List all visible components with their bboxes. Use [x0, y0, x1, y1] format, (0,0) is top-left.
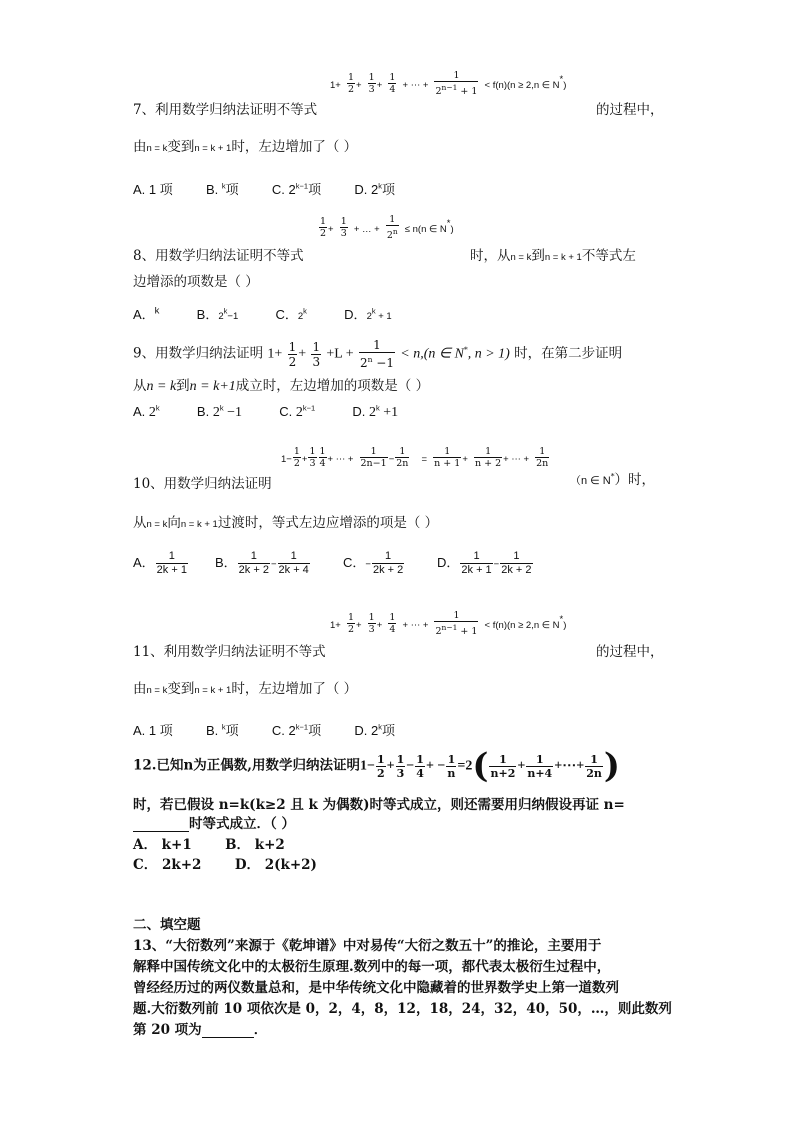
q11-option-d[interactable]: D. 2$^k$项: [354, 722, 395, 738]
q12-option-a[interactable]: A． k+1: [133, 837, 192, 853]
section-heading: 二、填空题: [133, 917, 201, 933]
q7-stem: 7、利用数学归纳法证明不等式: [133, 102, 318, 118]
q9-option-b[interactable]: B. $2^k -1$: [196, 404, 242, 421]
q8-formula: $\frac{1}{2}$ + $\frac{1}{3}$ + … + $\frac{1}{2^n}$ ≤ n(n ∈ N*): [320, 214, 454, 242]
q8-option-a[interactable]: A．$^k$: [133, 305, 160, 322]
q13-line5: 第 20 项为 ．: [133, 1022, 268, 1038]
q8-line2: 边增添的项数是（ ）: [133, 274, 259, 290]
q12-blank[interactable]: [133, 819, 189, 832]
q8-option-c[interactable]: C．2$^k$: [275, 306, 307, 322]
q12-line1: 12.已知n为正偶数,用数学归纳法证明1− $\frac{1}{2}$ + $\frac{1}{3}$ − $\frac{1}{4}$ + − $\frac{1}{n}$ =2( $\frac{1}{n+2}$ + $\frac{1}{n+4}$ +⋯+ $\frac{1}{2n}$ ): [133, 746, 620, 786]
q11-formula: 1+ $\frac{1}{2}$ + $\frac{1}{3}$ + $\frac{1}{4}$ + ⋯ + $\frac{1}{2^{n-1} + 1}$ < f(n)(n ≥ 2,n ∈ N*): [330, 610, 567, 638]
q12-option-d[interactable]: D． 2(k+2): [234, 857, 317, 873]
q12-option-b[interactable]: B． k+2: [225, 837, 285, 853]
q11-option-c[interactable]: C. $2^{k-1}$项: [271, 722, 322, 738]
q10-cond: （n ∈ N*）时，: [570, 471, 656, 488]
q9-options: [133, 404, 398, 421]
q13-line1: 13、“大衍数列”来源于《乾坤谱》中对易传“大衍之数五十”的推论，主要用于: [133, 938, 602, 954]
q7-options: [133, 179, 395, 198]
q7-stem-tail: 的过程中，: [596, 102, 664, 118]
q10-line2: 从n = k向n = k + 1过渡时，等式左边应增添的项是（ ）: [133, 515, 439, 531]
q7-option-a[interactable]: A. 1 项: [133, 182, 173, 197]
q8-options: [133, 304, 392, 323]
q11-options: [133, 720, 395, 739]
q10-stem: 10、用数学归纳法证明: [133, 476, 272, 492]
q7-option-b[interactable]: B. $^k$项: [206, 181, 239, 197]
q8-stem: 8、用数学归纳法证明不等式: [133, 248, 304, 264]
q11-option-a[interactable]: A. 1 项: [133, 723, 173, 738]
q12-options-row2: [133, 853, 317, 873]
q13-line3: 曾经经历过的两仪数量总和，是中华传统文化中隐藏着的世界数学史上第一道数列: [133, 980, 619, 996]
q10-option-b[interactable]: B． $\frac{1}{2k + 2}$ − $\frac{1}{2k + 4}$: [215, 550, 309, 576]
q9-option-d[interactable]: D. $2^k +1$: [352, 404, 399, 421]
q9-line1: 9、用数学归纳法证明 1+ $\frac{1}{2}$ + $\frac{1}{3}$ +L + $\frac{1}{2^n -1}$ < n,(n ∈ N*, n > 1) 时，在第二步证明: [133, 338, 623, 370]
q8-stem-tail: 时，从n = k到n = k + 1不等式左: [470, 248, 636, 264]
q7-line2: 由n = k变到n = k + 1时，左边增加了（ ）: [133, 139, 358, 155]
q7-option-c[interactable]: C. $2^{k-1}$项: [271, 181, 322, 197]
q12-options-row1: [133, 833, 285, 853]
q13-line2: 解释中国传统文化中的太极衍生原理.数列中的每一项，都代表太极衍生过程中，: [133, 959, 611, 975]
q11-stem-tail: 的过程中，: [596, 644, 664, 660]
q8-option-b[interactable]: B．$2^k-1$: [196, 306, 239, 322]
q7-option-d[interactable]: D. 2$^k$项: [354, 181, 395, 197]
q12-option-c[interactable]: C． 2k+2: [133, 857, 202, 873]
q10-option-c[interactable]: C．− $\frac{1}{2k + 2}$: [343, 550, 404, 576]
q11-option-b[interactable]: B. $^k$项: [206, 722, 239, 738]
q9-line2: 从n = k到n = k+1成立时，左边增加的项数是（ ）: [133, 378, 430, 394]
q10-option-a[interactable]: A． $\frac{1}{2k + 1}$: [133, 550, 187, 576]
q12-line2: 时，若已假设 n=k(k≥2 且 k 为偶数)时等式成立，则还需要用归纳假设再证 n=: [133, 797, 625, 813]
q9-option-c[interactable]: C. $2^{k-1}$: [279, 404, 316, 421]
q11-line2: 由n = k变到n = k + 1时，左边增加了（ ）: [133, 681, 358, 697]
q9-option-a[interactable]: A. 2$^k$: [133, 404, 160, 421]
q11-stem: 11、利用数学归纳法证明不等式: [133, 644, 326, 660]
q13-blank[interactable]: [202, 1025, 254, 1038]
q10-formula: 1− $\frac{1}{2}$ + $\frac{1}{3}$ $\frac{1}{4}$ + ⋯ + $\frac{1}{2n-1}$ − $\frac{1}{2n}$ = $\frac{1}{n + 1}$ + $\frac{1}{n + 2}$ + ⋯ + $\frac{1}{2n}$: [281, 446, 549, 469]
q7-formula: 1+ $\frac{1}{2}$ + $\frac{1}{3}$ + $\frac{1}{4}$ + ⋯ + $\frac{1}{2^{n-1} + 1}$ < f(n)(n ≥ 2,n ∈ N*): [330, 70, 567, 98]
q8-option-d[interactable]: D．$2^k + 1$: [344, 306, 392, 322]
q12-line3: 时等式成立．（ ）: [133, 812, 295, 832]
q10-option-d[interactable]: D． $\frac{1}{2k + 1}$ − $\frac{1}{2k + 2}$: [437, 550, 532, 576]
q13-line4: 题.大衍数列前 10 项依次是 0，2，4，8，12，18，24，32，40，50，…，则此数列: [133, 1001, 672, 1017]
